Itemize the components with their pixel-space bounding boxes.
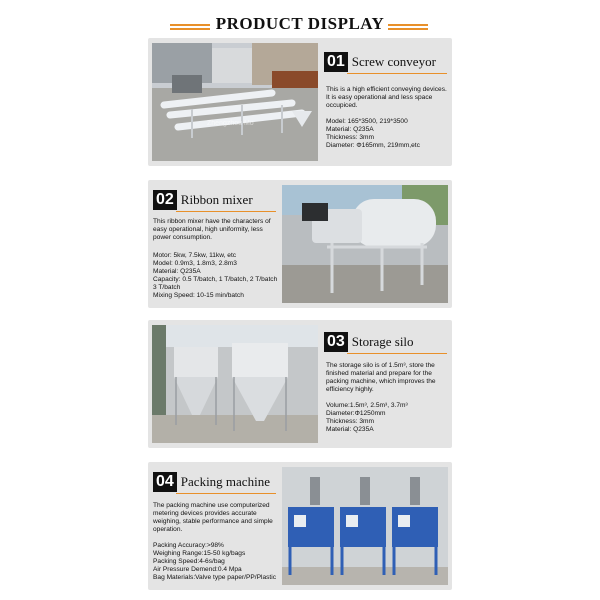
product-panel-ribbon-mixer (148, 180, 452, 308)
page-header (0, 10, 600, 38)
spec-line: Capacity: 0.5 T/batch, 1 T/batch, 2 T/batch (153, 276, 278, 283)
product-description: This ribbon mixer have the characters of easy operational, high uniformity, less power consumption. (153, 218, 271, 241)
section-title: Packing machine (180, 474, 270, 489)
product-specs (153, 542, 276, 582)
product-description: The packing machine use computerized metering devices provides accurate weighing, stable performance and simple operation. (153, 502, 273, 533)
section-number: 04 (153, 472, 177, 492)
spec-line: Material: Q235A (326, 426, 374, 433)
section-number: 03 (324, 332, 348, 352)
spec-line: 3 T/batch (153, 284, 181, 291)
product-specs (326, 118, 420, 150)
spec-line: Model: 165*3500, 219*3500 (326, 118, 408, 125)
spec-line: Diameter: Φ165mm, 219mm,etc (326, 142, 420, 149)
watermark: Zhengzhou Mo (207, 120, 254, 127)
section-title: Screw conveyor (351, 54, 436, 69)
product-panel-storage-silo (148, 320, 452, 448)
page-title: PRODUCT DISPLAY (215, 14, 385, 33)
product-description: The storage silo is of 1.5m³, store the finished material and prepare for the packing machine, which improves the efficiency highly. (326, 362, 436, 393)
packing-machine-photo (282, 467, 448, 585)
section-tag (153, 472, 270, 492)
spec-line: Motor: 5kw, 7.5kw, 11kw, etc (153, 252, 237, 259)
spec-line: Mixing Speed: 10-15 min/batch (153, 292, 244, 299)
title-underline (176, 493, 276, 494)
spec-line: Thickness: 3mm (326, 134, 374, 141)
spec-line: Bag Materials:Valve type paper/PP/Plastic (153, 574, 277, 581)
title-underline (176, 211, 276, 212)
section-title: Ribbon mixer (180, 192, 253, 207)
section-number: 01 (324, 52, 348, 72)
screw-conveyor-photo (152, 43, 318, 161)
product-description: This is a high efficient conveying devices. It is easy operational and less space occupiced. (326, 86, 447, 109)
section-number: 02 (153, 190, 177, 210)
spec-line: Thickness: 3mm (326, 418, 374, 425)
section-tag (153, 190, 253, 210)
header-decoration-right (388, 28, 428, 30)
spec-line: Weighing Range:15-50 kg/bags (153, 550, 246, 557)
spec-line: Packing Accuracy:>98% (153, 542, 224, 549)
title-underline (347, 73, 447, 74)
section-tag (324, 52, 436, 72)
product-specs (153, 252, 277, 300)
ribbon-mixer-photo (282, 185, 448, 303)
spec-line: Air Pressure Demend:0.4 Mpa (153, 566, 242, 573)
title-underline (347, 353, 447, 354)
spec-line: Material: Q235A (326, 126, 374, 133)
spec-line: Material: Q235A (153, 268, 201, 275)
storage-silo-photo (152, 325, 318, 443)
section-title: Storage silo (351, 334, 414, 349)
spec-line: Diameter:Φ1250mm (326, 410, 386, 417)
spec-line: Model: 0.9m3, 1.8m3, 2.8m3 (153, 260, 237, 267)
product-panel-screw-conveyor (148, 38, 452, 166)
section-tag (324, 332, 414, 352)
header-decoration-right (388, 24, 428, 26)
spec-line: Volume:1.5m³, 2.5m³, 3.7m³ (326, 402, 408, 409)
product-specs (326, 402, 408, 434)
product-panel-packing-machine (148, 462, 452, 590)
spec-line: Packing Speed:4-6s/bag (153, 558, 225, 565)
